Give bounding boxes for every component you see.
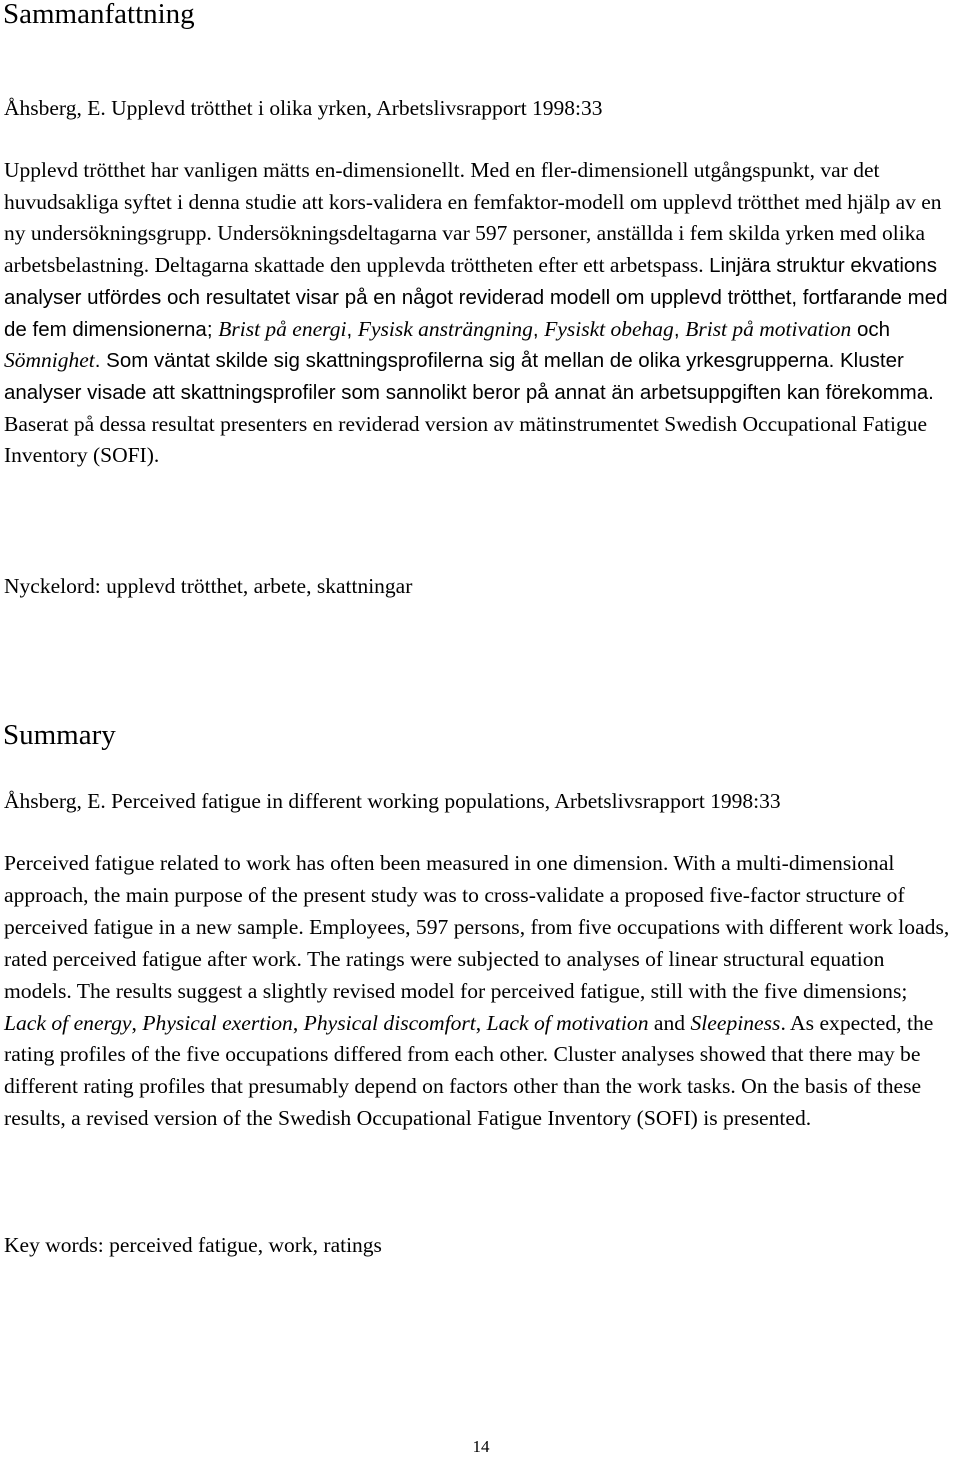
page-number-text: 14 [472, 1437, 490, 1456]
swedish-abstract-part-1: Upplevd trötthet har vanligen mätts en-dimensionellt. Med en fler-dimensionell utgångspunkt, var det huvudsakliga syftet i denna studie att kors-validera en femfaktor-modell om upplevd trötthet med hjälp av en ny undersökningsgrupp. Undersökningsdeltagarna var 597 personer, anställda i fem skilda yrken med olika arbetsbelastning. Deltagarna skattade den upplevda tröttheten efter ett arbetspass. [4, 158, 942, 278]
swedish-abstract-part-2: Linjära struktur ekvations analyser utfördes och resultatet visar på en något reviderad modell om upplevd trötthet, fortfarande med de fem dimensionerna; [4, 254, 948, 341]
english-dimension-2: Physical exertion [142, 1010, 293, 1035]
swedish-abstract [4, 155, 954, 472]
english-abstract-part-1: Perceived fatigue related to work has often been measured in one dimension. With a multi-dimensional approach, the main purpose of the present study was to cross-validate a proposed five-factor structure of perceived fatigue in a new sample. Employees, 597 persons, from five occupations with different work loads, rated perceived fatigue after work. The ratings were subjected to analyses of linear structural equation models. The results suggest a slightly revised model for perceived fatigue, still with the five dimensions; [4, 851, 950, 1003]
swedish-dimension-5: Sömnighet [4, 348, 95, 373]
english-separator-2: , [292, 1010, 304, 1035]
swedish-heading: Sammanfattning [3, 0, 195, 30]
swedish-dimension-1: Brist på energi [218, 316, 347, 341]
swedish-separator-1: , [346, 317, 358, 341]
english-heading: Summary [3, 719, 116, 751]
english-separator-4: and [648, 1010, 691, 1035]
english-separator-3: , [475, 1010, 487, 1035]
swedish-abstract-part-4: Baserat på dessa resultat presenters en reviderad version av mätinstrumentet Swedish Occupational Fatigue Inventory (SOFI). [4, 411, 928, 468]
swedish-separator-2: , [532, 317, 545, 341]
english-dimension-3: Physical discomfort [303, 1010, 476, 1035]
swedish-dimension-4: Brist på motivation [685, 316, 852, 341]
swedish-abstract-part-3: . Som väntat skilde sig skattningsprofilerna sig åt mellan de olika yrkesgrupperna. Kluster analyser visade att skattningsprofiler som sannolikt beror på annat än arbetsuppgiften kan förekomma. [4, 349, 934, 404]
english-dimension-1: Lack of energy [4, 1010, 132, 1035]
english-abstract-part-2: . As expected, the rating profiles of the five occupations differed from each other. Cluster analyses showed that there may be different rating profiles that presumably depend on factors other than the work tasks. On the basis of these results, a revised version of the Swedish Occupational Fatigue Inventory (SOFI) is presented. [4, 1010, 934, 1131]
english-dimension-4: Lack of motivation [486, 1010, 649, 1035]
english-separator-1: , [131, 1010, 143, 1035]
swedish-keywords: Nyckelord: upplevd trötthet, arbete, skattningar [4, 574, 413, 598]
english-citation: Åhsberg, E. Perceived fatigue in different working populations, Arbetslivsrapport 1998:33 [4, 789, 781, 813]
swedish-separator-3: , [673, 317, 686, 341]
swedish-dimension-2: Fysisk ansträngning [357, 316, 533, 341]
english-keywords: Key words: perceived fatigue, work, ratings [4, 1233, 382, 1257]
english-abstract [4, 848, 954, 1135]
swedish-separator-4: och [851, 317, 890, 341]
english-dimension-5: Sleepiness [690, 1010, 781, 1035]
swedish-citation: Åhsberg, E. Upplevd trötthet i olika yrken, Arbetslivsrapport 1998:33 [4, 96, 603, 120]
swedish-dimension-3: Fysiskt obehag [544, 316, 674, 341]
page-number [0, 1437, 960, 1457]
